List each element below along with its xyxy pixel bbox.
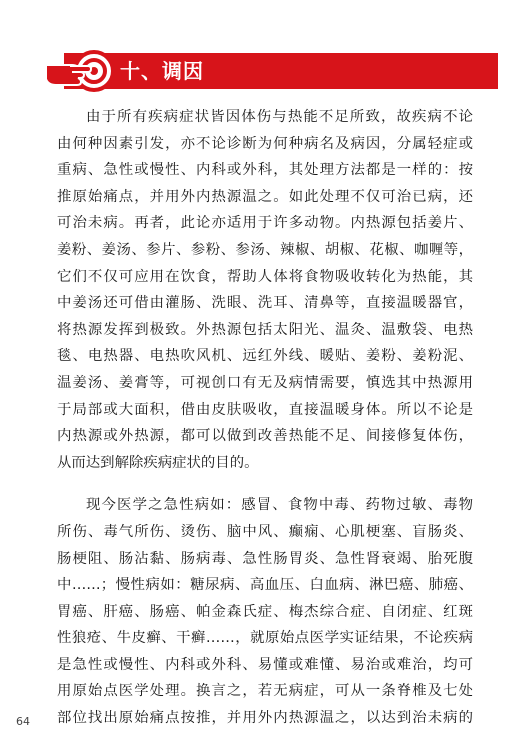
paragraph-gap [57, 476, 473, 492]
text-line: 所伤、毒气所伤、烫伤、脑中风、癫痫、心肌梗塞、盲肠炎、 [57, 523, 473, 540]
pointing-hand-target-icon [44, 49, 112, 93]
text-line: 是急性或慢性、内科或外科、易懂或难懂、易治或难治，均可 [57, 656, 473, 673]
text-line: 部位找出原始痛点按推，并用外内热源温之，以达到治未病的 [57, 710, 473, 727]
text-line: 毯、电热器、电热吹风机、远红外线、暖贴、姜粉、姜粉泥、 [57, 348, 473, 365]
text-line: 将热源发挥到极致。外热源包括太阳光、温灸、温敷袋、电热 [57, 321, 473, 338]
section-title: 十、调因 [120, 59, 204, 83]
text-line: 它们不仅可应用在饮食，帮助人体将食物吸收转化为热能，其 [57, 268, 473, 285]
text-line: 姜粉、姜汤、参片、参粉、参汤、辣椒、胡椒、花椒、咖喱等， [57, 241, 473, 258]
paragraph [57, 104, 473, 476]
text-line: 中……；慢性病如：糖尿病、高血压、白血病、淋巴癌、肺癌、 [57, 577, 473, 594]
text-line: 可治未病。再者，此论亦适用于许多动物。内热源包括姜片、 [57, 215, 473, 232]
text-line: 从而达到解除疾病症状的目的。 [57, 454, 259, 471]
text-line: 推原始痛点，并用外内热源温之。如此处理不仅可治已病，还 [57, 188, 473, 205]
text-line: 内热源或外热源，都可以做到改善热能不足、间接修复体伤， [57, 428, 473, 445]
text-line: 性狼疮、牛皮癣、干癣……，就原始点医学实证结果，不论疾病 [57, 630, 473, 647]
paragraph [57, 492, 473, 731]
text-line: 现今医学之急性病如：感冒、食物中毒、药物过敏、毒物 [86, 497, 473, 514]
text-line: 于局部或大面积，借由皮肤吸收，直接温暖身体。所以不论是 [57, 401, 473, 418]
text-line: 由何种因素引发，亦不论诊断为何种病名及病因，分属轻症或 [57, 135, 473, 152]
text-line: 温姜汤、姜膏等，可视创口有无及病情需要，慎选其中热源用 [57, 374, 473, 391]
text-line: 由于所有疾病症状皆因体伤与热能不足所致，故疾病不论 [86, 109, 473, 125]
body-text [57, 104, 473, 732]
text-line: 胃癌、肝癌、肠癌、帕金森氏症、梅杰综合症、自闭症、红斑 [57, 603, 473, 620]
page-number: 64 [16, 715, 30, 728]
text-line: 中姜汤还可借由灌肠、洗眼、洗耳、清鼻等，直接温暖器官， [57, 295, 473, 312]
text-line: 重病、急性或慢性、内科或外科，其处理方法都是一样的：按 [57, 162, 473, 179]
text-line: 用原始点医学处理。换言之，若无病症，可从一条脊椎及七处 [57, 683, 473, 700]
text-line: 肠梗阻、肠沾黏、肠病毒、急性肠胃炎、急性肾衰竭、胎死腹 [57, 550, 473, 567]
